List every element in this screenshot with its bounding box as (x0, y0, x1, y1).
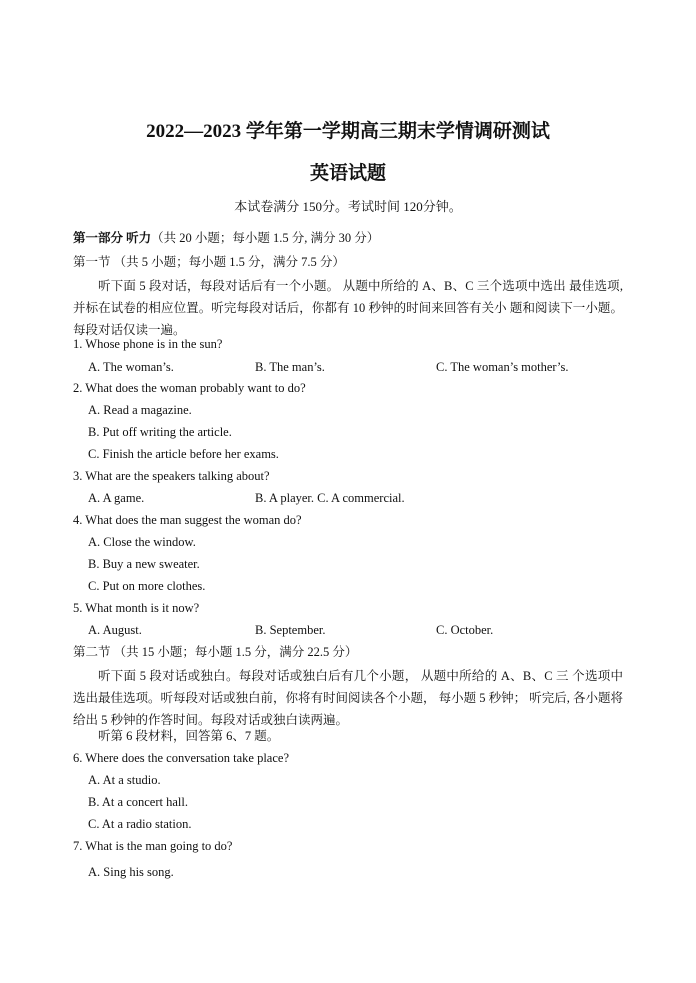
q2-option-a: A. Read a magazine. (88, 403, 192, 417)
q1-option-b: B. The man’s. (255, 360, 325, 374)
exam-subtitle: 英语试题 (309, 163, 386, 184)
q2-option-c: C. Finish the article before her exams. (88, 447, 279, 461)
q5-option-c: C. October. (436, 623, 494, 637)
q6-option-c: C. At a radio station. (88, 817, 192, 831)
section2-heading: 第二节 （共 15 小题；每小题 1.5 分，满分 22.5 分） (73, 645, 358, 659)
q6-option-a: A. At a studio. (88, 773, 161, 787)
exam-info: 本试卷满分 150分。考试时间 120分钟。 (234, 199, 462, 214)
q2-stem: 2. What does the woman probably want to do? (73, 381, 306, 395)
part1-heading (73, 230, 379, 246)
q6-option-b: B. At a concert hall. (88, 795, 188, 809)
material-note: 听第 6 段材料，回答第 6、7 题。 (98, 729, 280, 743)
exam-title: 2022—2023 学年第一学期高三期末学情调研测试 (146, 121, 550, 142)
q4-option-a: A. Close the window. (88, 535, 196, 549)
q4-stem: 4. What does the man suggest the woman do? (73, 513, 302, 527)
section1-instructions: 听下面 5 段对话，每段对话后有一个小题。 从题中所给的 A、B、C 三个选项中选出 最佳选项, 并标在试卷的相应位置。听完每段对话后，你都有 10 秒钟的时间来回答有关小 题和阅读下一小题。每段对话仅读一遍。 (73, 279, 623, 337)
q2-option-b: B. Put off writing the article. (88, 425, 232, 439)
section1-heading: 第一节 （共 5 小题；每小题 1.5 分，满分 7.5 分） (73, 255, 345, 269)
q7-stem: 7. What is the man going to do? (73, 839, 233, 853)
q1-option-c: C. The woman’s mother’s. (436, 360, 569, 374)
q3-options-bc: B. A player. C. A commercial. (255, 491, 405, 505)
q4-option-c: C. Put on more clothes. (88, 579, 206, 593)
q1-option-a: A. The woman’s. (88, 360, 174, 374)
section2-instructions: 听下面 5 段对话或独白。每段对话或独白后有几个小题， 从题中所给的 A、B、C 三 个选项中选出最佳选项。听每段对话或独白前，你将有时间阅读各个小题， 每小题 5 秒钟； 听完后, 各小题将给出 5 秒钟的作答时间。每段对话或独白读两遍。 (73, 669, 624, 727)
q6-stem: 6. Where does the conversation take place? (73, 751, 289, 765)
q7-option-a: A. Sing his song. (88, 865, 174, 879)
q5-option-a: A. August. (88, 623, 142, 637)
q3-stem: 3. What are the speakers talking about? (73, 469, 270, 483)
q4-option-b: B. Buy a new sweater. (88, 557, 200, 571)
q5-stem: 5. What month is it now? (73, 601, 200, 615)
part1-heading-rest: （共 20 小题；每小题 1.5 分, 满分 30 分） (151, 231, 380, 245)
q5-option-b: B. September. (255, 623, 326, 637)
part1-heading-strong: 第一部分 听力 (73, 231, 152, 245)
q3-option-a: A. A game. (88, 491, 145, 505)
q1-stem: 1. Whose phone is in the sun? (73, 337, 223, 351)
